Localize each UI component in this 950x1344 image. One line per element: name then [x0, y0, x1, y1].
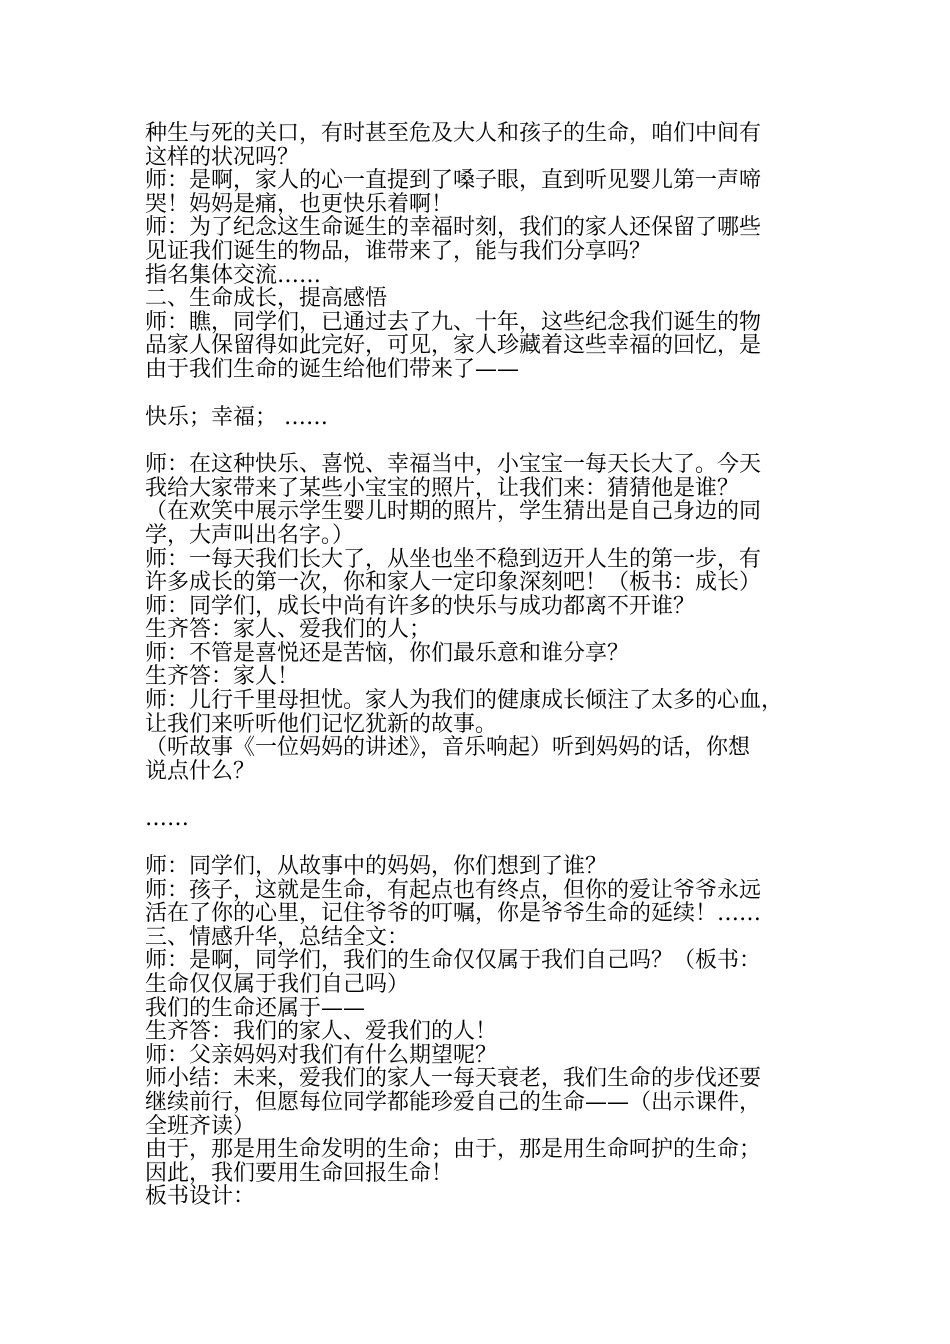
- text-line: 师：瞧，同学们，已通过去了九、十年，这些纪念我们诞生的物: [145, 309, 762, 335]
- text-line: 由于，那是用生命发明的生命；由于，那是用生命呵护的生命；: [145, 1137, 762, 1163]
- text-line: 种生与死的关口，有时甚至危及大人和孩子的生命，咱们中间有: [145, 121, 762, 146]
- text-line: （听故事《一位妈妈的讲述》，音乐响起）听到妈妈的话，你想: [145, 735, 751, 761]
- text-line: 因此，我们要用生命回报生命！: [145, 1160, 454, 1186]
- text-line: 许多成长的第一次，你和家人一定印象深刻吧！（板书：成长）: [145, 570, 762, 596]
- section-heading: 二、生命成长，提高感悟: [145, 286, 388, 312]
- paragraph-gap: [145, 382, 813, 406]
- text-line: 师：在这种快乐、喜悦、幸福当中，小宝宝一每天长大了。今天: [145, 452, 762, 478]
- text-line: 师：是啊，同学们，我们的生命仅仅属于我们自己吗？（板书：: [145, 948, 762, 974]
- text-line: 生齐答：我们的家人、爱我们的人！: [145, 1019, 498, 1045]
- text-line: 活在了你的心里，记住爷爷的叮嘱，你是爷爷生命的延续！……: [145, 901, 762, 927]
- text-line: 学，大声叫出名字。）: [145, 522, 355, 548]
- text-line: 我们的生命还属于——: [145, 995, 366, 1021]
- text-line: 由于我们生命的诞生给他们带来了——: [145, 356, 520, 382]
- text-line: 我给大家带来了某些小宝宝的照片，让我们来：猜猜他是谁？: [145, 475, 740, 501]
- text-line: 继续前行，但愿每位同学都能珍爱自己的生命——（出示课件，: [145, 1089, 762, 1115]
- document-page: [145, 122, 813, 1209]
- text-line: 师：一每天我们长大了，从坐也坐不稳到迈开人生的第一步，有: [145, 546, 762, 572]
- text-line: 师：不管是喜悦还是苦恼，你们最乐意和谁分享？: [145, 640, 630, 666]
- text-line: 让我们来听听他们记忆犹新的故事。: [145, 711, 498, 737]
- paragraph-gap: [145, 831, 813, 855]
- text-line: 师：同学们，从故事中的妈妈，你们想到了谁？: [145, 854, 608, 880]
- paragraph-gap: [145, 429, 813, 453]
- text-line: 见证我们诞生的物品，谁带来了，能与我们分享吗？: [145, 238, 652, 264]
- text-line: 快乐；幸福； ……: [145, 404, 328, 430]
- text-line: 全班齐读）: [145, 1113, 256, 1139]
- text-line: 哭！妈妈是痛，也更快乐着啊！: [145, 191, 454, 217]
- text-line: （在欢笑中展示学生婴儿时期的照片，学生猜出是自己身边的同: [145, 499, 762, 525]
- paragraph-gap: [145, 783, 813, 807]
- text-line: 品家人保留得如此完好，可见，家人珍藏着这些幸福的回忆，是: [145, 333, 762, 359]
- text-line: 师：孩子，这就是生命，有起点也有终点，但你的爱让爷爷永远: [145, 877, 762, 903]
- text-line: ……: [145, 806, 189, 832]
- text-line: 师：同学们，成长中尚有许多的快乐与成功都离不开谁？: [145, 593, 696, 619]
- text-line: 生齐答：家人、爱我们的人；: [145, 617, 432, 643]
- text-line: 生齐答：家人！: [145, 664, 300, 690]
- text-line: 板书设计：: [145, 1184, 256, 1210]
- text-line: 说点什么？: [145, 758, 256, 784]
- text-line: 师：儿行千里母担忧。家人为我们的健康成长倾注了太多的心血，: [145, 688, 784, 714]
- text-line: 师：为了纪念这生命诞生的幸福时刻，我们的家人还保留了哪些: [145, 215, 762, 241]
- text-line: 师小结：未来，爱我们的家人一每天衰老，我们生命的步伐还要: [145, 1066, 762, 1092]
- text-line: 指名集体交流……: [145, 262, 322, 288]
- section-heading: 三、情感升华，总结全文：: [145, 924, 410, 950]
- text-line: 师：父亲妈妈对我们有什么期望呢？: [145, 1042, 498, 1068]
- text-line: 生命仅仅属于我们自己吗）: [145, 972, 410, 997]
- text-line: 这样的状况吗？: [145, 144, 300, 170]
- text-line: 师：是啊，家人的心一直提到了嗓子眼，直到听见婴儿第一声啼: [145, 168, 762, 194]
